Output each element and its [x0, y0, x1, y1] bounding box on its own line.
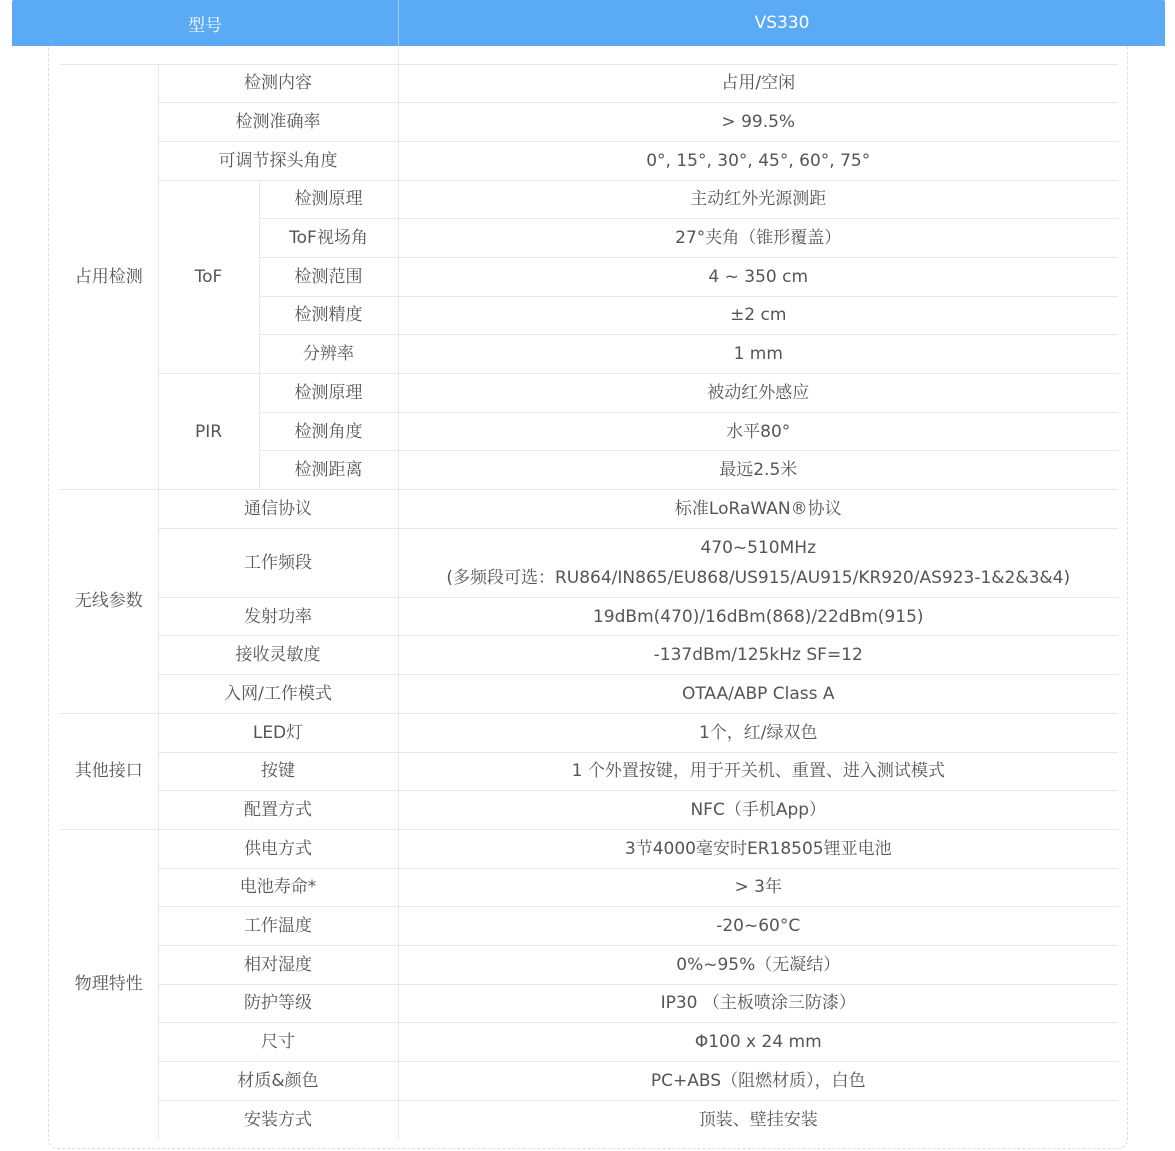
spec-value: 3节4000毫安时ER18505锂亚电池	[398, 829, 1118, 868]
spec-value: 1 mm	[398, 335, 1118, 374]
spec-value: IP30 （主板喷涂三防漆）	[398, 984, 1118, 1023]
spec-label: 检测准确率	[158, 103, 398, 142]
table-row	[60, 374, 1118, 413]
spec-value: 顶装、壁挂安装	[698, 1109, 818, 1130]
spec-value: 标准LoRaWAN®协议	[398, 490, 1118, 529]
table-row	[60, 752, 1118, 791]
spec-label: 按键	[158, 752, 398, 791]
table-row	[60, 713, 1118, 752]
table-row	[60, 791, 1118, 830]
table-row	[60, 984, 1118, 1023]
spec-value: NFC（手机App）	[398, 791, 1118, 830]
spec-label: 接收灵敏度	[158, 636, 398, 675]
spec-label: 供电方式	[158, 829, 398, 868]
spec-label: 入网/工作模式	[158, 675, 398, 714]
spec-value: 27°夹角（锥形覆盖）	[398, 219, 1118, 258]
table-row	[60, 868, 1118, 907]
spec-value: PC+ABS（阻燃材质），白色	[398, 1062, 1118, 1101]
spec-value: 水平80°	[398, 412, 1118, 451]
table-row	[60, 141, 1118, 180]
band-value-line2: (多频段可选：RU864/IN865/EU868/US915/AU915/KR920/AS923-1&2&3&4)	[446, 567, 1071, 588]
table-row	[60, 64, 1118, 103]
table-row	[60, 829, 1118, 868]
model-header-value: VS330	[754, 13, 810, 33]
spec-value: 19dBm(470)/16dBm(868)/22dBm(915)	[398, 597, 1118, 636]
table-row	[60, 1100, 1118, 1139]
spec-value: 4 ~ 350 cm	[398, 257, 1118, 296]
spec-value: 1 个外置按键，用于开关机、重置、进入测试模式	[398, 752, 1118, 791]
group-occupancy: 占用检测	[60, 64, 158, 490]
spec-label: 电池寿命*	[158, 868, 398, 907]
spec-table-header	[12, 0, 1165, 46]
spec-label: 分辨率	[259, 335, 398, 374]
spec-label: 尺寸	[158, 1023, 398, 1062]
subgroup-tof: ToF	[158, 180, 259, 373]
spec-value: 主动红外光源测距	[398, 180, 1118, 219]
table-row	[60, 103, 1118, 142]
spec-value: 1个，红/绿双色	[398, 713, 1118, 752]
table-row	[60, 1062, 1118, 1101]
spec-value: 0%~95%（无凝结）	[398, 945, 1118, 984]
group-wireless: 无线参数	[60, 490, 158, 714]
spec-label: 检测精度	[259, 296, 398, 335]
table-row	[60, 945, 1118, 984]
table-row	[60, 597, 1118, 636]
spec-label: 相对湿度	[158, 945, 398, 984]
spec-table	[60, 64, 1118, 1139]
column-divider	[398, 46, 399, 64]
spec-value: -137dBm/125kHz SF=12	[398, 636, 1118, 675]
spec-label: 配置方式	[158, 791, 398, 830]
spec-label: LED灯	[158, 713, 398, 752]
spec-label: 防护等级	[158, 984, 398, 1023]
table-row	[60, 180, 1118, 219]
spec-value: ±2 cm	[398, 296, 1118, 335]
spec-value: -20~60°C	[398, 907, 1118, 946]
spec-label: 检测原理	[259, 374, 398, 413]
spec-label: 安装方式	[158, 1100, 398, 1139]
spec-label: 检测原理	[259, 180, 398, 219]
spec-value: > 3年	[398, 868, 1118, 907]
table-row	[60, 907, 1118, 946]
table-row	[60, 1023, 1118, 1062]
spec-label: 工作温度	[158, 907, 398, 946]
model-header-label: 型号	[12, 0, 399, 46]
spec-value: 0°, 15°, 30°, 45°, 60°, 75°	[398, 141, 1118, 180]
group-interfaces: 其他接口	[60, 713, 158, 829]
spec-label: 检测范围	[259, 257, 398, 296]
subgroup-pir: PIR	[158, 374, 259, 490]
spec-label: ToF视场角	[259, 219, 398, 258]
spec-label: 材质&颜色	[158, 1062, 398, 1101]
spec-value	[398, 528, 1118, 597]
spec-label: 检测距离	[259, 451, 398, 490]
table-row	[60, 636, 1118, 675]
spec-value: 被动红外感应	[398, 374, 1118, 413]
spec-label: 工作频段	[158, 528, 398, 597]
spec-label: 通信协议	[158, 490, 398, 529]
spec-label: 可调节探头角度	[158, 141, 398, 180]
spec-value: > 99.5%	[398, 103, 1118, 142]
table-row	[60, 490, 1118, 529]
table-row	[60, 528, 1118, 597]
table-row	[60, 675, 1118, 714]
spec-value: 最远2.5米	[398, 451, 1118, 490]
spec-value: Φ100 x 24 mm	[398, 1023, 1118, 1062]
group-physical: 物理特性	[60, 829, 158, 1139]
spec-label: 发射功率	[158, 597, 398, 636]
spec-value: OTAA/ABP Class A	[398, 675, 1118, 714]
spec-label: 检测内容	[158, 64, 398, 103]
spec-value: 占用/空闲	[398, 64, 1118, 103]
band-value-line1: 470~510MHz	[700, 537, 816, 558]
spec-label: 检测角度	[259, 412, 398, 451]
